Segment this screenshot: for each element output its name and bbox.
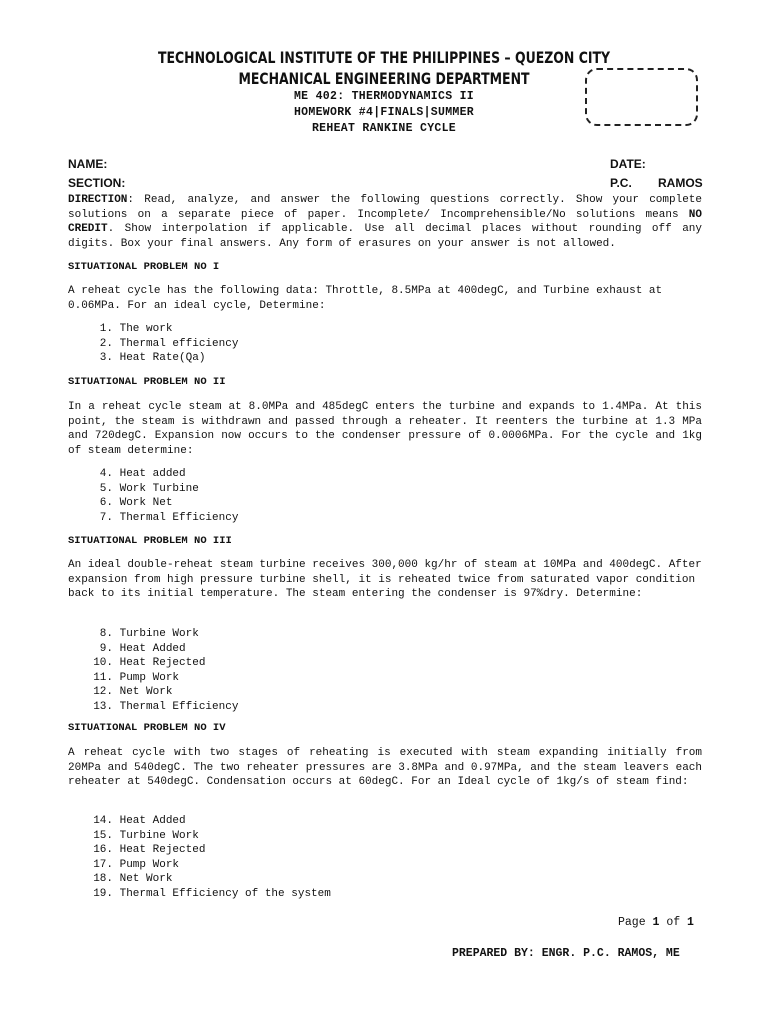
name-label: NAME: <box>68 157 108 171</box>
list-item: 12. Net Work <box>93 686 173 698</box>
problem-3-list <box>68 627 238 714</box>
problem-2-list <box>68 467 238 525</box>
list-item: 3. Heat Rate(Qa) <box>99 352 206 364</box>
list-item: 17. Pump Work <box>93 858 180 871</box>
problem-2-title: SITUATIONAL PROBLEM NO II <box>68 376 226 388</box>
list-item: 7. Thermal Efficiency <box>99 511 239 524</box>
list-item: 18. Net Work <box>93 873 173 885</box>
problem-4-title: SITUATIONAL PROBLEM NO IV <box>68 722 226 734</box>
list-item: 14. Heat Added <box>93 815 186 827</box>
section-label: SECTION: <box>68 176 126 190</box>
list-item: 13. Thermal Efficiency <box>93 700 239 713</box>
list-item: 8. Turbine Work <box>99 628 199 640</box>
course-title: ME 402: THERMODYNAMICS II <box>293 90 475 103</box>
problem-1-title: SITUATIONAL PROBLEM NO I <box>68 261 220 273</box>
list-item: 9. Heat Added <box>99 642 186 655</box>
problem-3-title: SITUATIONAL PROBLEM NO III <box>68 535 232 547</box>
prepared-by: PREPARED BY: ENGR. P.C. RAMOS, ME <box>452 947 680 960</box>
institute-title: TECHNOLOGICAL INSTITUTE OF THE PHILIPPINES – QUEZON CITY <box>157 48 611 67</box>
no-credit-emphasis: NO CREDIT <box>68 208 702 235</box>
list-item: 2. Thermal efficiency <box>99 337 239 350</box>
list-item: 16. Heat Rejected <box>93 844 206 856</box>
problem-1-text: A reheat cycle has the following data: Throttle, 8.5MPa at 400degC, and Turbine exhaust at 0.06MPa. For an ideal cycle, Determine: <box>68 285 663 312</box>
problem-3-text: An ideal double-reheat steam turbine receives 300,000 kg/hr of steam at 10MPa and 400degC. After expansion from high pressure turbine shell, it is reheated twice from saturated vapor condition back to its initial temperature. The steam entering the condenser is 97%dry. Determine: <box>68 559 702 600</box>
problem-2-text: In a reheat cycle steam at 8.0MPa and 485degC enters the turbine and expands to 1.4MPa. At this point, the steam is withdrawn and passed through a reheater. It reenters the turbine at 1.3 MPa and 720degC. Expansion now occurs to the condenser pressure of 0.0006MPa. For the cycle and 1kg of steam determine: <box>68 401 702 457</box>
direction-text-1: : Read, analyze, and answer the following questions correctly. Show your complete solutions on a separate piece of paper. Incomplete/ Incomprehensible/No solutions means <box>68 194 702 221</box>
instructor-initials: P.C. <box>610 176 632 190</box>
list-item: 19. Thermal Efficiency of the system <box>93 887 331 900</box>
homework-title: HOMEWORK #4|FINALS|SUMMER <box>293 106 475 119</box>
problem-4-text: A reheat cycle with two stages of reheating is executed with steam expanding initially from 20MPa and 540degC. The two reheater pressures are 3.8MPa and 0.97MPa, and the steam leavers each reheater at 540degC. Condensation occurs at 60degC. For an Ideal cycle of 1kg/s of steam find: <box>68 747 702 788</box>
direction-label: DIRECTION <box>68 194 128 206</box>
list-item: 5. Work Turbine <box>99 482 199 495</box>
list-item: 11. Pump Work <box>93 671 180 684</box>
page-number: Page 1 of 1 <box>618 916 694 929</box>
list-item: 1. The work <box>99 323 173 335</box>
score-box <box>585 68 698 126</box>
list-item: 15. Turbine Work <box>93 829 199 842</box>
topic-title: REHEAT RANKINE CYCLE <box>311 122 457 135</box>
problem-4-list <box>68 814 331 901</box>
list-item: 10. Heat Rejected <box>93 657 206 669</box>
instructor-surname: RAMOS <box>658 176 703 190</box>
problem-1-list <box>68 322 238 366</box>
date-label: DATE: <box>610 157 646 171</box>
department-title: MECHANICAL ENGINEERING DEPARTMENT <box>238 69 530 88</box>
direction-paragraph <box>68 193 702 251</box>
list-item: 4. Heat added <box>99 468 186 480</box>
direction-text-2: . Show interpolation if applicable. Use all decimal places without rounding off any digits. Box your final answers. Any form of erasures on your answer is not allowed. <box>68 223 702 250</box>
list-item: 6. Work Net <box>99 497 173 509</box>
